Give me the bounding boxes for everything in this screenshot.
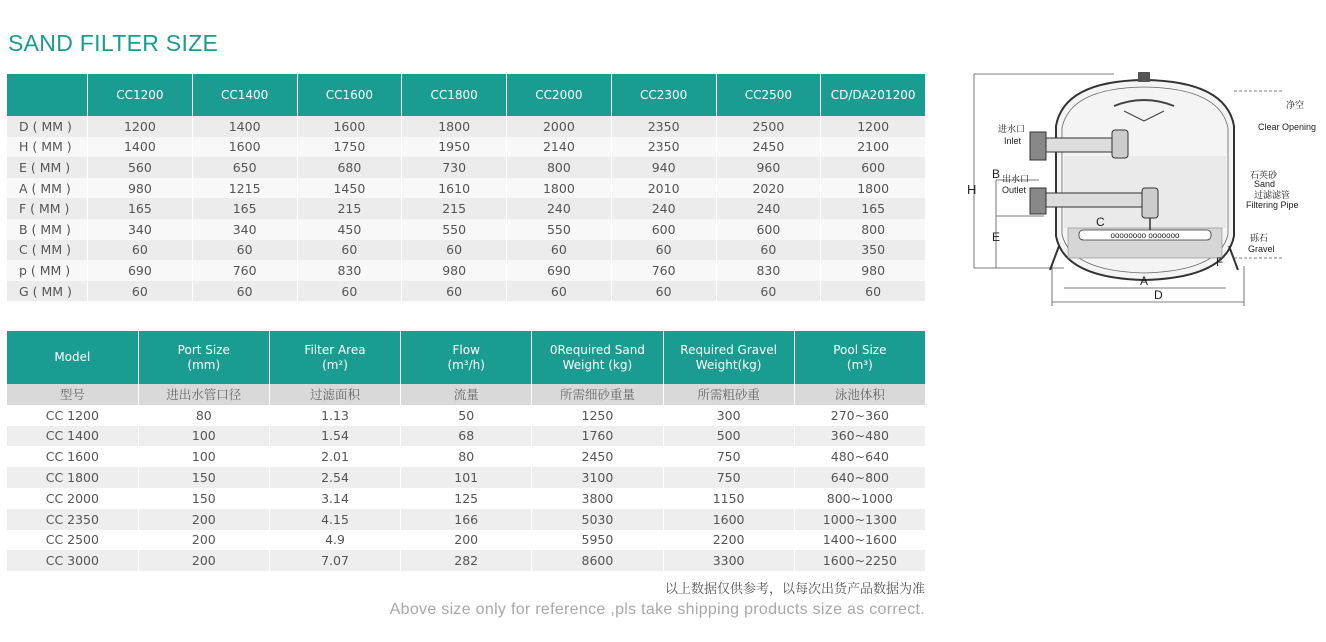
- dims-cell: 60: [402, 281, 507, 302]
- dims-cell: 2350: [611, 116, 716, 137]
- specs-row: [7, 488, 926, 509]
- specs-header-line2: (m³/h): [447, 357, 485, 372]
- label-pipe-en: Filtering Pipe: [1246, 200, 1299, 210]
- specs-subheader-cell: 流量: [401, 384, 532, 405]
- specs-model-cell: CC 1400: [7, 426, 138, 447]
- dims-row-label: D ( MM ): [7, 116, 88, 137]
- dims-cell: 2450: [716, 137, 821, 158]
- dims-header-cell: CC2300: [611, 74, 716, 116]
- note-english: Above size only for reference ,pls take shipping products size as correct.: [389, 601, 925, 618]
- specs-row: [7, 446, 926, 467]
- specs-cell: 1150: [663, 488, 794, 509]
- specs-cell: 3100: [532, 467, 663, 488]
- specs-cell: 1.54: [269, 426, 400, 447]
- label-E: E: [992, 230, 1001, 244]
- dims-cell: 980: [821, 260, 926, 281]
- dims-cell: 600: [611, 219, 716, 240]
- dims-cell: 690: [88, 260, 193, 281]
- specs-header-line2: Weight(kg): [695, 357, 762, 372]
- label-clear-en: Clear Opening: [1257, 122, 1316, 132]
- dims-row: [7, 178, 926, 199]
- specs-cell: 125: [401, 488, 532, 509]
- dims-cell: 730: [402, 157, 507, 178]
- specs-subheader-cell: 所需粗砂重: [663, 384, 794, 405]
- dims-cell: 340: [192, 219, 297, 240]
- dims-cell: 60: [88, 281, 193, 302]
- specs-model-cell: CC 3000: [7, 550, 138, 571]
- dims-cell: 2010: [611, 178, 716, 199]
- dims-row-label: E ( MM ): [7, 157, 88, 178]
- label-C: C: [1096, 215, 1105, 229]
- dims-cell: 1610: [402, 178, 507, 199]
- page-title: SAND FILTER SIZE: [8, 30, 219, 56]
- specs-cell: 80: [401, 446, 532, 467]
- specs-cell: 1250: [532, 405, 663, 426]
- specs-model-cell: CC 1600: [7, 446, 138, 467]
- dims-cell: 60: [297, 281, 402, 302]
- dims-row-label: C ( MM ): [7, 240, 88, 261]
- specs-cell: 100: [138, 426, 269, 447]
- dims-header-cell: CC2000: [507, 74, 612, 116]
- dims-row: [7, 240, 926, 261]
- label-H: H: [967, 182, 977, 197]
- dims-header-cell: CC1200: [88, 74, 193, 116]
- specs-cell: 200: [138, 509, 269, 530]
- specs-cell: 1000~1300: [794, 509, 925, 530]
- dims-cell: 550: [507, 219, 612, 240]
- dims-cell: 60: [402, 240, 507, 261]
- dimensions-body: [7, 116, 926, 301]
- dims-cell: 760: [192, 260, 297, 281]
- dims-cell: 980: [88, 178, 193, 199]
- dims-cell: 560: [88, 157, 193, 178]
- specs-cell: 166: [401, 509, 532, 530]
- specs-cell: 282: [401, 550, 532, 571]
- specs-cell: 500: [663, 426, 794, 447]
- dims-cell: 215: [297, 198, 402, 219]
- dims-cell: 2100: [821, 137, 926, 158]
- specs-cell: 3300: [663, 550, 794, 571]
- specs-subheader-cell: 型号: [7, 384, 138, 405]
- dims-cell: 550: [402, 219, 507, 240]
- specs-header-cell: [794, 331, 925, 384]
- dimensions-table: [7, 74, 926, 301]
- specs-header-cell: [532, 331, 663, 384]
- specs-cell: 50: [401, 405, 532, 426]
- dims-cell: 240: [716, 198, 821, 219]
- dims-row: [7, 137, 926, 158]
- dims-row: [7, 281, 926, 302]
- dims-row: [7, 198, 926, 219]
- label-D: D: [1154, 288, 1163, 302]
- dims-cell: 690: [507, 260, 612, 281]
- dims-cell: 650: [192, 157, 297, 178]
- dims-cell: 165: [88, 198, 193, 219]
- specs-cell: 2450: [532, 446, 663, 467]
- specs-header-cell: [138, 331, 269, 384]
- specs-cell: 68: [401, 426, 532, 447]
- dims-cell: 1800: [821, 178, 926, 199]
- dims-cell: 60: [716, 240, 821, 261]
- dims-cell: 2020: [716, 178, 821, 199]
- dims-cell: 1600: [297, 116, 402, 137]
- specs-row: [7, 550, 926, 571]
- specs-row: [7, 530, 926, 551]
- specs-model-cell: CC 1200: [7, 405, 138, 426]
- specs-model-cell: CC 1800: [7, 467, 138, 488]
- sand-filter-diagram: [964, 66, 1319, 308]
- specs-cell: 80: [138, 405, 269, 426]
- dims-row-label: p ( MM ): [7, 260, 88, 281]
- specs-subheader-cell: 过滤面积: [269, 384, 400, 405]
- specs-cell: 360~480: [794, 426, 925, 447]
- dimensions-header-row: [7, 74, 926, 116]
- dims-cell: 680: [297, 157, 402, 178]
- specs-row: [7, 405, 926, 426]
- specs-cell: 750: [663, 446, 794, 467]
- specs-cell: 5950: [532, 530, 663, 551]
- specs-header-line1: Flow: [452, 342, 480, 357]
- dims-cell: 1200: [88, 116, 193, 137]
- dims-cell: 1400: [88, 137, 193, 158]
- dims-cell: 240: [611, 198, 716, 219]
- dims-cell: 2140: [507, 137, 612, 158]
- dims-cell: 1800: [402, 116, 507, 137]
- dims-header-cell: CC1600: [297, 74, 402, 116]
- dims-row-label: A ( MM ): [7, 178, 88, 199]
- dims-cell: 1215: [192, 178, 297, 199]
- dims-header-cell: CD/DA201200: [821, 74, 926, 116]
- dims-cell: 450: [297, 219, 402, 240]
- specs-header-line1: 0Required Sand: [549, 342, 645, 357]
- dims-cell: 600: [821, 157, 926, 178]
- dims-cell: 830: [297, 260, 402, 281]
- label-A: A: [1140, 274, 1149, 288]
- label-inlet-cn: 进水口: [998, 124, 1026, 134]
- specs-header-cell: [269, 331, 400, 384]
- dims-cell: 960: [716, 157, 821, 178]
- dims-cell: 60: [297, 240, 402, 261]
- dims-row: [7, 116, 926, 137]
- dims-cell: 340: [88, 219, 193, 240]
- specs-header-cell: [7, 331, 138, 384]
- specs-header-line2: (m²): [322, 357, 348, 372]
- dims-cell: 1750: [297, 137, 402, 158]
- dims-cell: 1450: [297, 178, 402, 199]
- dims-cell: 60: [88, 240, 193, 261]
- laterals-glyph: oooooooo ooooooo: [1110, 231, 1180, 240]
- dims-cell: 600: [716, 219, 821, 240]
- dims-cell: 2000: [507, 116, 612, 137]
- label-sand-en: Sand: [1254, 179, 1276, 189]
- label-gravel-cn: 砾石: [1250, 233, 1269, 243]
- label-clear-cn: 净空: [1285, 100, 1304, 110]
- specs-model-cell: CC 2500: [7, 530, 138, 551]
- dims-cell: 165: [821, 198, 926, 219]
- dims-cell: 800: [821, 219, 926, 240]
- dims-row-label: B ( MM ): [7, 219, 88, 240]
- dims-header-cell: CC1400: [192, 74, 297, 116]
- specs-cell: 2200: [663, 530, 794, 551]
- specs-cell: 5030: [532, 509, 663, 530]
- specs-header-line2: (m³): [846, 357, 873, 372]
- specs-cell: 7.07: [269, 550, 400, 571]
- dims-cell: 1950: [402, 137, 507, 158]
- specs-cell: 1600: [663, 509, 794, 530]
- dims-cell: 215: [402, 198, 507, 219]
- dims-cell: 760: [611, 260, 716, 281]
- dims-cell: 60: [611, 240, 716, 261]
- dims-cell: 60: [507, 240, 612, 261]
- dims-row: [7, 260, 926, 281]
- specs-header-line2: (mm): [187, 357, 221, 372]
- specs-cell: 2.01: [269, 446, 400, 467]
- dims-cell: 240: [507, 198, 612, 219]
- label-pipe-cn: 过滤滤管: [1254, 190, 1291, 200]
- dims-row: [7, 157, 926, 178]
- specs-row: [7, 426, 926, 447]
- dims-row-label: H ( MM ): [7, 137, 88, 158]
- label-outlet-en: Outlet: [1002, 185, 1027, 195]
- label-outlet-cn: 出水口: [1002, 174, 1030, 184]
- specs-header-line1: Pool Size: [833, 342, 887, 357]
- dims-header-cell: [7, 74, 88, 116]
- specs-cell: 101: [401, 467, 532, 488]
- specs-subheader-cell: 进出水管口径: [138, 384, 269, 405]
- specs-cell: 1.13: [269, 405, 400, 426]
- dims-row-label: G ( MM ): [7, 281, 88, 302]
- dims-row: [7, 219, 926, 240]
- dims-cell: 830: [716, 260, 821, 281]
- dims-cell: 60: [821, 281, 926, 302]
- dims-cell: 60: [611, 281, 716, 302]
- specs-cell: 480~640: [794, 446, 925, 467]
- specs-model-cell: CC 2350: [7, 509, 138, 530]
- specs-cell: 1400~1600: [794, 530, 925, 551]
- specs-subheader-cell: 所需细砂重量: [532, 384, 663, 405]
- specs-header-line1: Model: [54, 350, 91, 364]
- dims-cell: 1800: [507, 178, 612, 199]
- specs-row: [7, 467, 926, 488]
- specs-cell: 640~800: [794, 467, 925, 488]
- dims-cell: 60: [507, 281, 612, 302]
- label-sand-cn: 石英砂: [1250, 170, 1278, 180]
- tank: [1030, 72, 1238, 280]
- specs-cell: 4.9: [269, 530, 400, 551]
- specs-cell: 150: [138, 467, 269, 488]
- dims-cell: 60: [716, 281, 821, 302]
- dims-cell: 60: [192, 281, 297, 302]
- dims-cell: 980: [402, 260, 507, 281]
- specs-cell: 4.15: [269, 509, 400, 530]
- label-B: B: [992, 167, 1001, 181]
- specs-cell: 2.54: [269, 467, 400, 488]
- specs-cell: 3.14: [269, 488, 400, 509]
- specs-cell: 150: [138, 488, 269, 509]
- specs-cell: 1600~2250: [794, 550, 925, 571]
- specs-header-line1: Required Gravel: [680, 342, 777, 357]
- label-gravel-en: Gravel: [1248, 244, 1275, 254]
- dims-cell: 165: [192, 198, 297, 219]
- specs-cell: 750: [663, 467, 794, 488]
- specs-header-line2: Weight (kg): [562, 357, 633, 372]
- specs-header-cell: [663, 331, 794, 384]
- dims-cell: 60: [192, 240, 297, 261]
- specs-cell: 100: [138, 446, 269, 467]
- dims-cell: 350: [821, 240, 926, 261]
- dims-cell: 2500: [716, 116, 821, 137]
- dims-cell: 1200: [821, 116, 926, 137]
- specs-subheader-row: [7, 384, 926, 405]
- specs-cell: 200: [138, 530, 269, 551]
- specs-cell: 200: [401, 530, 532, 551]
- dims-header-cell: CC2500: [716, 74, 821, 116]
- dims-cell: 1600: [192, 137, 297, 158]
- dims-cell: 940: [611, 157, 716, 178]
- specs-cell: 8600: [532, 550, 663, 571]
- specs-cell: 300: [663, 405, 794, 426]
- dims-cell: 800: [507, 157, 612, 178]
- specs-header-line1: Port Size: [177, 342, 230, 357]
- note-chinese: 以上数据仅供参考，以每次出货产品数据为准: [664, 582, 925, 597]
- specs-body: [7, 384, 926, 571]
- specs-cell: 200: [138, 550, 269, 571]
- dims-cell: 1400: [192, 116, 297, 137]
- specs-cell: 1760: [532, 426, 663, 447]
- specs-header-line1: Filter Area: [304, 342, 366, 357]
- specs-cell: 270~360: [794, 405, 925, 426]
- specs-row: [7, 509, 926, 530]
- dims-cell: 2350: [611, 137, 716, 158]
- dims-row-label: F ( MM ): [7, 198, 88, 219]
- specs-cell: 3800: [532, 488, 663, 509]
- specs-header-cell: [401, 331, 532, 384]
- specs-header-row: [7, 331, 926, 384]
- specs-table: [7, 331, 926, 571]
- specs-subheader-cell: 泳池体积: [794, 384, 925, 405]
- label-inlet-en: Inlet: [1004, 136, 1022, 146]
- specs-model-cell: CC 2000: [7, 488, 138, 509]
- specs-cell: 800~1000: [794, 488, 925, 509]
- label-F: F: [1216, 255, 1224, 269]
- dims-header-cell: CC1800: [402, 74, 507, 116]
